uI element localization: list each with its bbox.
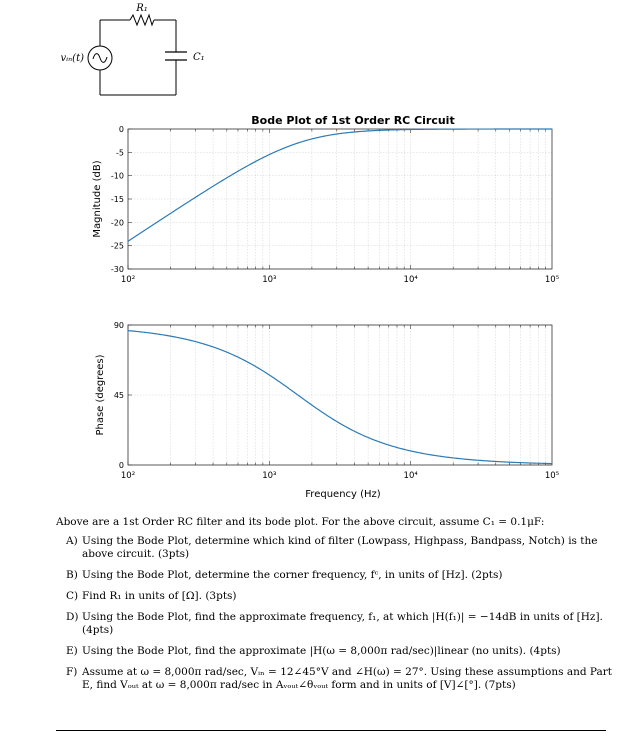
question-e xyxy=(56,645,626,658)
magnitude-curve xyxy=(128,129,552,241)
question-label: E) xyxy=(66,645,78,657)
question-list xyxy=(56,535,626,700)
x-tick-label: 10⁵ xyxy=(544,471,560,481)
question-text: Using the Bode Plot, find the approximate frequency, f₁, at which |H(f₁)| = −14dB in units of [Hz]. (4pts) xyxy=(82,611,603,636)
resistor-label: R₁ xyxy=(136,3,148,14)
x-tick-label: 10⁵ xyxy=(544,275,560,285)
x-tick-label: 10³ xyxy=(262,471,277,481)
x-tick-label: 10² xyxy=(120,275,136,285)
question-text: Using the Bode Plot, find the approximate |H(ω = 8,000π rad/sec)|linear (no units). (4pts) xyxy=(82,645,561,657)
voltage-source-symbol xyxy=(88,46,112,70)
y-tick-label: -20 xyxy=(110,218,124,228)
x-axis-label: Frequency (Hz) xyxy=(305,489,381,500)
y-tick-label: -5 xyxy=(116,148,124,158)
question-label: B) xyxy=(66,569,78,581)
y-tick-label: -25 xyxy=(110,241,124,251)
question-label: D) xyxy=(66,611,79,623)
question-label: A) xyxy=(66,535,78,547)
y-tick-label: 0 xyxy=(118,461,124,470)
question-text: Find R₁ in units of [Ω]. (3pts) xyxy=(82,590,237,602)
x-tick-label: 10² xyxy=(120,471,136,481)
x-tick-label: 10³ xyxy=(262,275,277,285)
capacitor-label: C₁ xyxy=(193,52,205,63)
question-f xyxy=(56,666,626,692)
problem-intro: Above are a 1st Order RC filter and its bode plot. For the above circuit, assume C₁ = 0.1μF: xyxy=(56,516,545,528)
capacitor-symbol xyxy=(165,52,187,60)
rc-circuit-diagram xyxy=(0,0,639,110)
question-c xyxy=(56,590,626,603)
question-a xyxy=(56,535,626,561)
y-axis-label: Magnitude (dB) xyxy=(92,160,103,238)
question-label: F) xyxy=(66,666,78,678)
chart-title: Bode Plot of 1st Order RC Circuit xyxy=(251,114,455,127)
source-label: vᵢₙ(t) xyxy=(60,53,84,64)
x-tick-label: 10⁴ xyxy=(403,471,418,481)
y-tick-label: 90 xyxy=(113,321,124,330)
bottom-divider xyxy=(56,730,606,731)
question-text: Using the Bode Plot, determine which kind of filter (Lowpass, Highpass, Bandpass, Notch) is the above circuit. (3pts) xyxy=(82,535,598,560)
y-tick-label: -10 xyxy=(110,171,124,181)
y-tick-label: -30 xyxy=(110,265,124,274)
resistor-symbol xyxy=(130,15,154,25)
phase-plot xyxy=(0,320,639,505)
question-d xyxy=(56,611,626,637)
y-tick-label: 0 xyxy=(118,125,124,134)
question-label: C) xyxy=(66,590,79,602)
y-axis-label: Phase (degrees) xyxy=(95,354,106,436)
x-tick-label: 10⁴ xyxy=(403,275,418,285)
magnitude-plot xyxy=(0,108,639,298)
question-b xyxy=(56,569,626,582)
question-text: Using the Bode Plot, determine the corner frequency, fᶜ, in units of [Hz]. (2pts) xyxy=(82,569,503,581)
phase-curve xyxy=(128,331,552,464)
y-tick-label: -15 xyxy=(110,195,124,204)
y-tick-label: 45 xyxy=(113,391,124,400)
question-text: Assume at ω = 8,000π rad/sec, Vᵢₙ = 12∠45°V and ∠H(ω) = 27°. Using these assumptions and Part E, find Vₒᵤₜ at ω = 8,000π rad/sec in Aᵥₒᵤₜ∠θᵥₒᵤₜ form and in units of [V]∠[°]. (7pts) xyxy=(82,666,613,691)
